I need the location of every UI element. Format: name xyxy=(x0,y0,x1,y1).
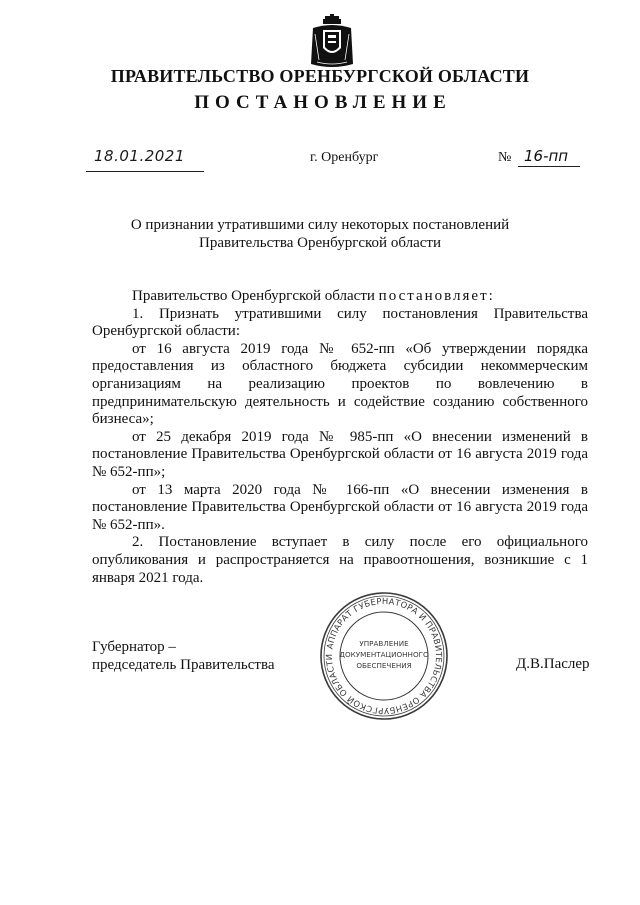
intro-prefix: Правительство Оренбургской области xyxy=(132,288,379,304)
city: г. Оренбург xyxy=(310,150,379,165)
number-underline xyxy=(518,147,580,167)
signatory-name: Д.В.Паслер xyxy=(516,656,590,672)
date-value: 18.01.2021 xyxy=(94,147,185,165)
document-type: ПОСТАНОВЛЕНИЕ xyxy=(194,92,452,113)
seal-center-line-2: ДОКУМЕНТАЦИОННОГО xyxy=(339,650,429,659)
number-value: 16-пп xyxy=(524,147,569,165)
number-field xyxy=(498,147,598,171)
paragraph-1c: от 13 марта 2020 года № 166-пп «О внесении изменения в постановление Правительства Оренбургской области от 16 августа 2019 года № 652-пп». xyxy=(92,481,588,533)
seal-ring-text: АППАРАТ ГУБЕРНАТОРА И ПРАВИТЕЛЬСТВА ОРЕНБУРГСКОЙ ОБЛАСТИ xyxy=(323,595,445,717)
number-sign: № xyxy=(498,150,512,165)
position-line-2: председатель Правительства xyxy=(92,657,275,673)
title-line-1: О признании утратившими силу некоторых постановлений xyxy=(130,217,510,233)
paragraph-1: 1. Признать утратившими силу постановления Правительства Оренбургской области: xyxy=(92,305,588,340)
date-field xyxy=(86,147,204,172)
position-line-1: Губернатор – xyxy=(92,639,176,655)
paragraph-2: 2. Постановление вступает в силу после его официального опубликования и распространяется на правоотношения, возникшие с 1 января 2021 года. xyxy=(92,534,588,586)
document-title xyxy=(0,216,640,252)
coat-of-arms-icon xyxy=(309,14,355,70)
intro-paragraph xyxy=(92,288,588,306)
document-body xyxy=(92,288,588,587)
official-seal xyxy=(318,590,450,722)
organization-name: ПРАВИТЕЛЬСТВО ОРЕНБУРГСКОЙ ОБЛАСТИ xyxy=(110,66,530,86)
seal-center-line-3: ОБЕСПЕЧЕНИЯ xyxy=(356,661,412,670)
paragraph-1a: от 16 августа 2019 года № 652-пп «Об утверждении порядка предоставления из областного бюджета субсидии некоммерческим организациям на реализацию проектов по вовлечению в предпринимательскую деятельность и содействие созданию собственного бизнеса»; xyxy=(92,340,588,428)
seal-center-line-1: УПРАВЛЕНИЕ xyxy=(359,639,409,648)
title-line-2: Правительства Оренбургской области xyxy=(199,235,441,251)
signatory-position xyxy=(92,638,275,674)
intro-verb: постановляет: xyxy=(378,288,495,304)
paragraph-1b: от 25 декабря 2019 года № 985-пп «О внесении изменений в постановление Правительства Оренбургской области от 16 августа 2019 года № 652-пп»; xyxy=(92,428,588,480)
